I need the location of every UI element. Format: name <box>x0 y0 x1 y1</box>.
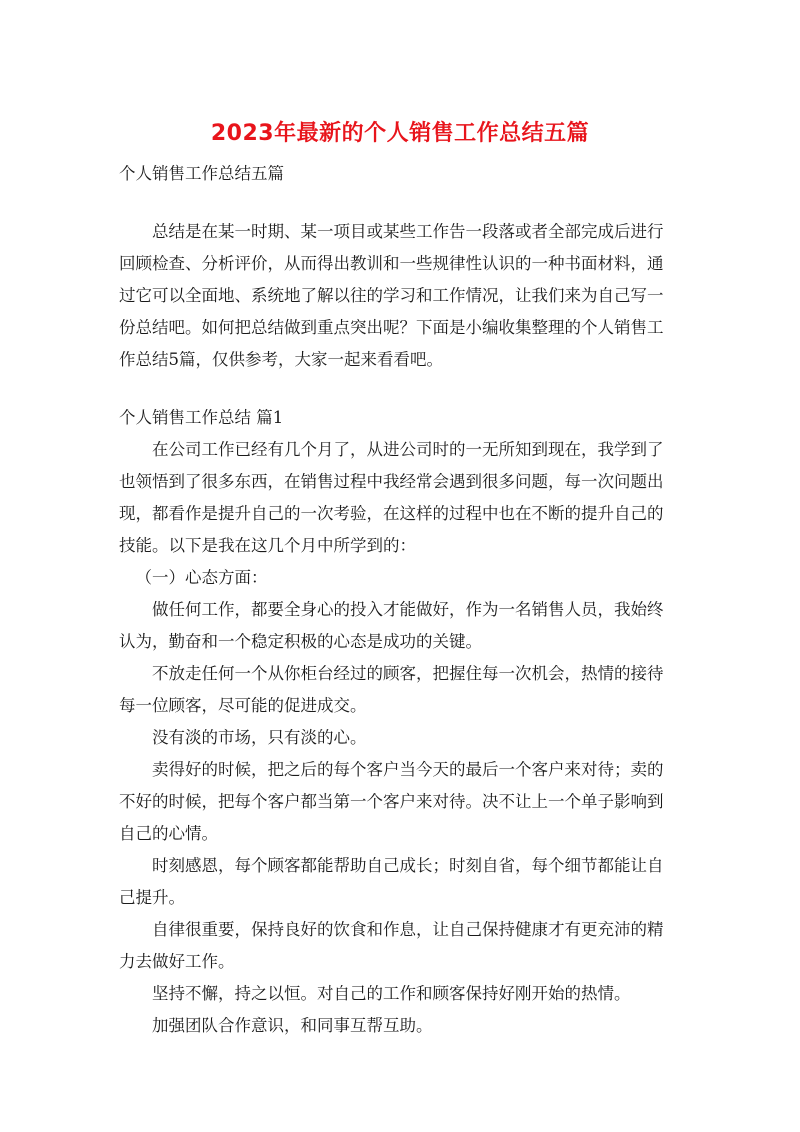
section-heading: 个人销售工作总结 篇1 <box>119 408 284 427</box>
body-paragraph: 卖得好的时候，把之后的每个客户当今天的最后一个客户来对待；卖的不好的时候，把每个客户都当第一个客户来对待。决不让上一个单子影响到自己的心情。 <box>119 760 664 843</box>
body-paragraph: 自律很重要，保持良好的饮食和作息，让自己保持健康才有更充沛的精力去做好工作。 <box>119 920 664 971</box>
body-paragraph: 在公司工作已经有几个月了，从进公司时的一无所知到现在，我学到了也领悟到了很多东西，在销售过程中我经常会遇到很多问题，每一次问题出现，都看作是提升自己的一次考验，在这样的过程中也在不断的提升自己的技能。以下是我在这几个月中所学到的： <box>119 440 664 555</box>
subsection-heading: （一）心态方面： <box>135 568 268 587</box>
body-paragraph: 时刻感恩，每个顾客都能帮助自己成长；时刻自省，每个细节都能让自己提升。 <box>119 856 664 907</box>
document-body <box>119 158 675 1042</box>
intro-paragraph: 总结是在某一时期、某一项目或某些工作告一段落或者全部完成后进行回顾检查、分析评价，从而得出教训和一些规律性认识的一种书面材料，通过它可以全面地、系统地了解以往的学习和工作情况，让我们来为自己写一份总结吧。如何把总结做到重点突出呢？下面是小编收集整理的个人销售工作总结5篇，仅供参考，大家一起来看看吧。 <box>119 222 664 369</box>
body-paragraph: 没有淡的市场，只有淡的心。 <box>152 728 367 747</box>
document-title: 2023年最新的个人销售工作总结五篇 <box>210 121 590 146</box>
body-paragraph: 做任何工作，都要全身心的投入才能做好，作为一名销售人员，我始终认为，勤奋和一个稳定积极的心态是成功的关键。 <box>119 600 664 651</box>
body-paragraph: 加强团队合作意识，和同事互帮互助。 <box>152 1016 433 1035</box>
document-subtitle: 个人销售工作总结五篇 <box>119 164 284 183</box>
body-paragraph: 不放走任何一个从你柜台经过的顾客，把握住每一次机会，热情的接待每一位顾客，尽可能的促进成交。 <box>119 664 664 715</box>
body-paragraph: 坚持不懈，持之以恒。对自己的工作和顾客保持好刚开始的热情。 <box>152 984 631 1003</box>
